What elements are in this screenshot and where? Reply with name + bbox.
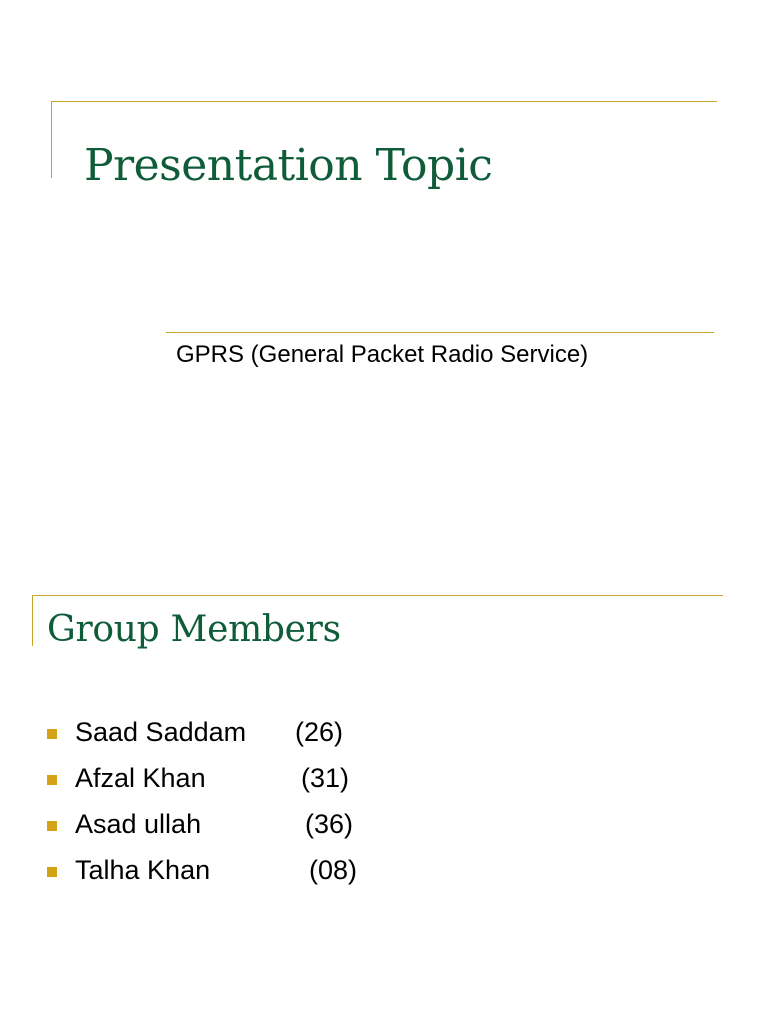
slide-title: Group Members [47, 609, 341, 650]
square-bullet-icon [47, 867, 57, 877]
left-rule [32, 595, 33, 646]
member-name: Saad Saddam [75, 717, 247, 747]
square-bullet-icon [47, 775, 57, 785]
member-name: Talha Khan [75, 855, 211, 885]
member-name: Afzal Khan [75, 763, 206, 793]
member-name: Asad ullah [75, 809, 202, 839]
slide-title: Presentation Topic [84, 140, 493, 191]
member-id: (31) [301, 763, 350, 793]
left-rule [51, 101, 52, 178]
top-rule [51, 101, 717, 102]
slide-subtitle: GPRS (General Packet Radio Service) [176, 341, 589, 368]
top-rule [32, 595, 723, 596]
subtitle-rule [166, 332, 714, 333]
member-id: (36) [305, 809, 354, 839]
member-id: (08) [309, 855, 358, 885]
member-id: (26) [295, 717, 344, 747]
square-bullet-icon [47, 821, 57, 831]
square-bullet-icon [47, 729, 57, 739]
